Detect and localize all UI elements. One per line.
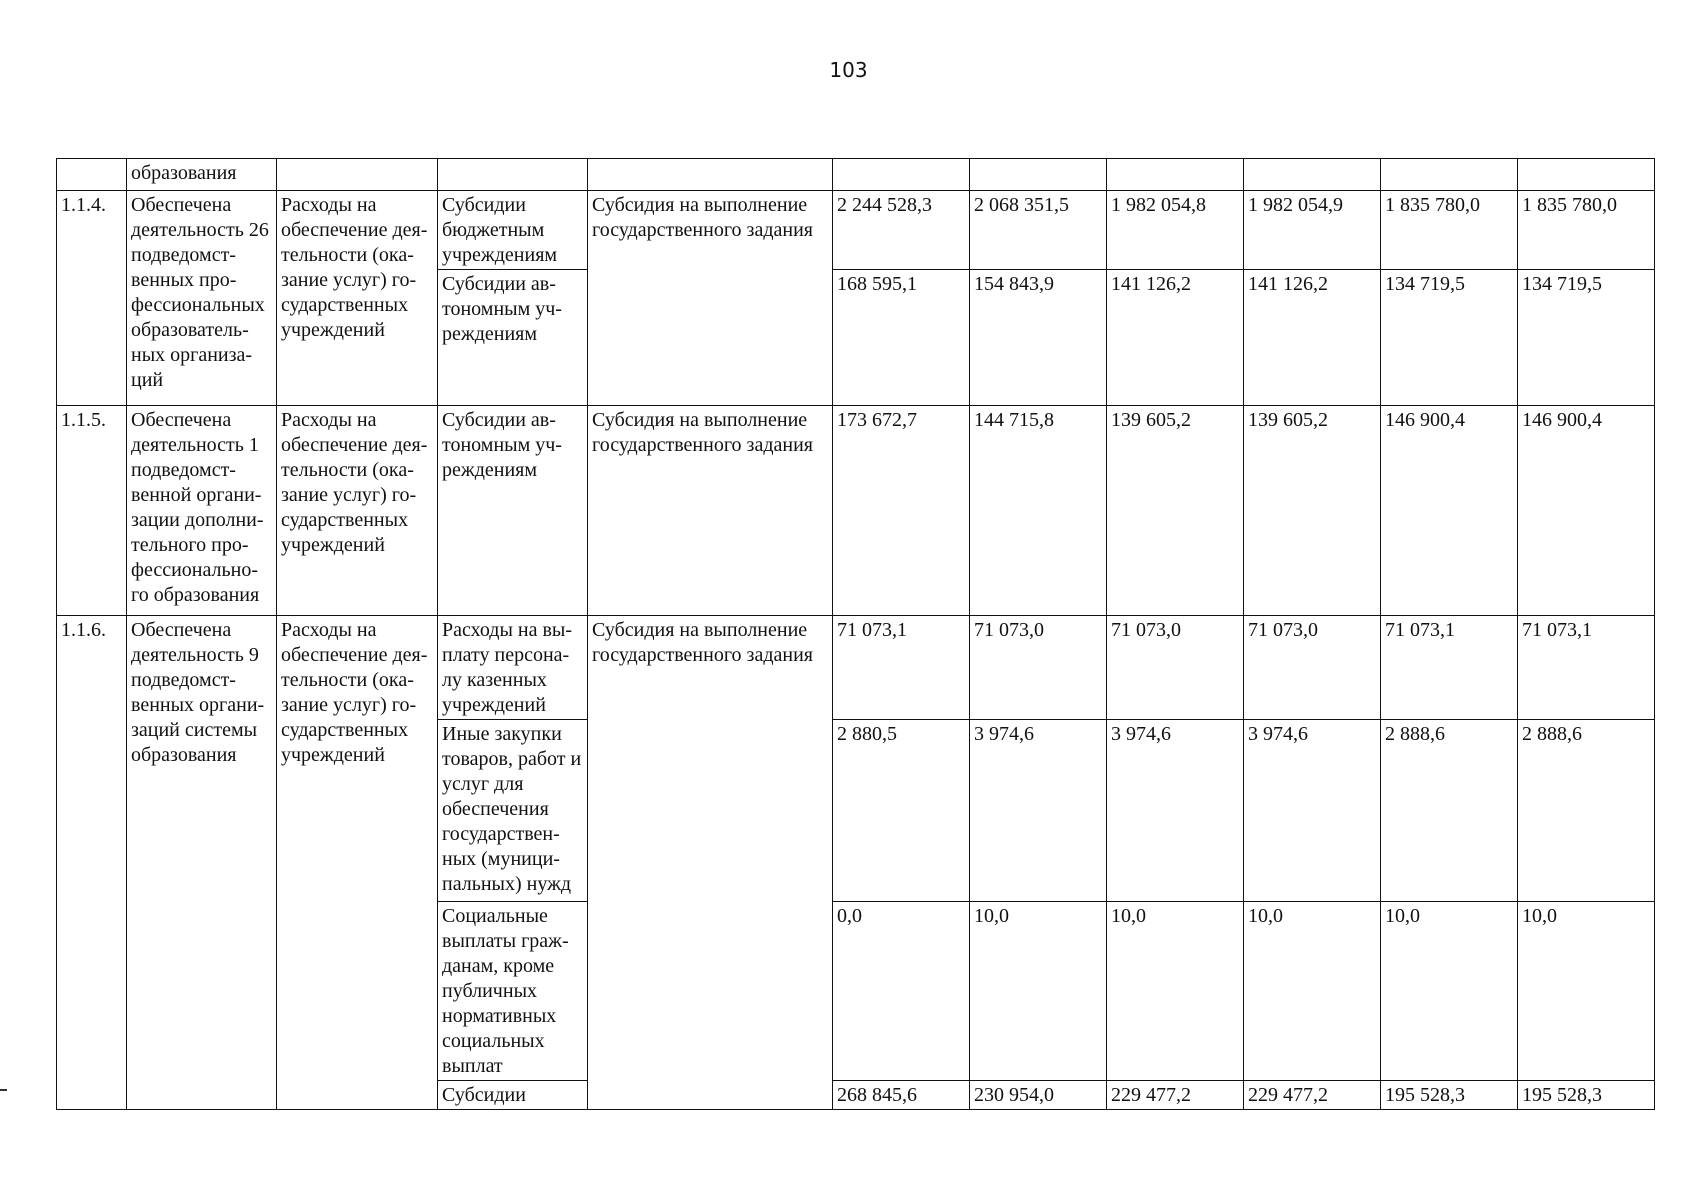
cell-mechanism: Субсидия на выполнение государственного задания: [588, 616, 833, 1110]
cell-value: 229 477,2: [1107, 1081, 1244, 1110]
cell-value: 146 900,4: [1381, 406, 1518, 616]
cell-value: 2 888,6: [1381, 720, 1518, 902]
cell-subsidy-type: Социальные выплаты граж-данам, кроме публичных нормативных социальных выплат: [438, 902, 588, 1081]
cell-value: 2 068 351,5: [970, 191, 1107, 270]
table-row-1-1-5: [57, 406, 1655, 616]
cell-value: 0,0: [833, 902, 970, 1081]
cell-value: 71 073,0: [1244, 616, 1381, 720]
page-number: 103: [829, 58, 868, 82]
cell-value: 195 528,3: [1518, 1081, 1655, 1110]
cell-value: 134 719,5: [1518, 270, 1655, 406]
cell-value: 173 672,7: [833, 406, 970, 616]
cell-value: 1 835 780,0: [1518, 191, 1655, 270]
cell-result: Обеспечена деятельность 9 подведомст-венных органи-заций системы образования: [127, 616, 277, 1110]
cell-value: 134 719,5: [1381, 270, 1518, 406]
cell-expense: Расходы на обеспечение дея-тельности (ока-зание услуг) го-сударственных учреждений: [277, 406, 438, 616]
cell-value: [970, 159, 1107, 191]
cell-value: 3 974,6: [970, 720, 1107, 902]
cell-value: 10,0: [1244, 902, 1381, 1081]
table-row-1-1-6: [57, 616, 1655, 720]
cell-subsidy-type: Иные закупки товаров, работ и услуг для обеспечения государствен-ных (муници-пальных) нужд: [438, 720, 588, 902]
cell-result: Обеспечена деятельность 26 подведомст-венных про-фессиональных образователь-ных организа-ций: [127, 191, 277, 406]
cell-value: 71 073,1: [1518, 616, 1655, 720]
cell-value: 10,0: [1381, 902, 1518, 1081]
cell-value: [1107, 159, 1244, 191]
cell-value: 139 605,2: [1107, 406, 1244, 616]
budget-table: [56, 158, 1655, 1110]
cell-value: 71 073,1: [1381, 616, 1518, 720]
cell-subsidy-type: Расходы на вы-плату персона-лу казенных учреждений: [438, 616, 588, 720]
cell-value: 71 073,1: [833, 616, 970, 720]
cell-subsidy-type: Субсидии ав-тономным уч-реждениям: [438, 270, 588, 406]
cell-value: 141 126,2: [1244, 270, 1381, 406]
cell-number: 1.1.4.: [57, 191, 127, 406]
cell-value: 141 126,2: [1107, 270, 1244, 406]
cell-value: [1244, 159, 1381, 191]
cell-value: 1 982 054,8: [1107, 191, 1244, 270]
table-row-1-1-4: [57, 191, 1655, 270]
cell-value: 10,0: [1107, 902, 1244, 1081]
cell-subsidy-type: Субсидии: [438, 1081, 588, 1110]
cell-result: образования: [127, 159, 277, 191]
scan-margin-mark: [0, 1089, 7, 1091]
cell-expense: Расходы на обеспечение дея-тельности (ока-зание услуг) го-сударственных учреждений: [277, 191, 438, 406]
cell-value: 268 845,6: [833, 1081, 970, 1110]
cell-value: 71 073,0: [970, 616, 1107, 720]
cell-value: 10,0: [970, 902, 1107, 1081]
cell-value: [1381, 159, 1518, 191]
cell-number: [57, 159, 127, 191]
cell-value: 139 605,2: [1244, 406, 1381, 616]
cell-value: 146 900,4: [1518, 406, 1655, 616]
cell-value: 2 888,6: [1518, 720, 1655, 902]
cell-mechanism: [588, 159, 833, 191]
cell-value: 2 244 528,3: [833, 191, 970, 270]
cell-value: 3 974,6: [1107, 720, 1244, 902]
continuation-row: [57, 159, 1655, 191]
cell-value: 195 528,3: [1381, 1081, 1518, 1110]
cell-value: 10,0: [1518, 902, 1655, 1081]
cell-value: [1518, 159, 1655, 191]
cell-mechanism: Субсидия на выполнение государственного задания: [588, 406, 833, 616]
cell-subsidy-type: Субсидии бюджетным учреждениям: [438, 191, 588, 270]
cell-value: 168 595,1: [833, 270, 970, 406]
cell-expense: Расходы на обеспечение дея-тельности (ока-зание услуг) го-сударственных учреждений: [277, 616, 438, 1110]
cell-value: 1 835 780,0: [1381, 191, 1518, 270]
cell-value: [833, 159, 970, 191]
cell-value: 144 715,8: [970, 406, 1107, 616]
cell-number: 1.1.5.: [57, 406, 127, 616]
cell-subsidy-type: [438, 159, 588, 191]
cell-value: 3 974,6: [1244, 720, 1381, 902]
cell-subsidy-type: Субсидии ав-тономным уч-реждениям: [438, 406, 588, 616]
cell-value: 229 477,2: [1244, 1081, 1381, 1110]
cell-value: 1 982 054,9: [1244, 191, 1381, 270]
cell-mechanism: Субсидия на выполнение государственного задания: [588, 191, 833, 406]
cell-value: 2 880,5: [833, 720, 970, 902]
cell-number: 1.1.6.: [57, 616, 127, 1110]
cell-value: 71 073,0: [1107, 616, 1244, 720]
cell-expense: [277, 159, 438, 191]
cell-value: 230 954,0: [970, 1081, 1107, 1110]
cell-value: 154 843,9: [970, 270, 1107, 406]
cell-result: Обеспечена деятельность 1 подведомст-венной органи-зации дополни-тельного про-фессионально-го образования: [127, 406, 277, 616]
